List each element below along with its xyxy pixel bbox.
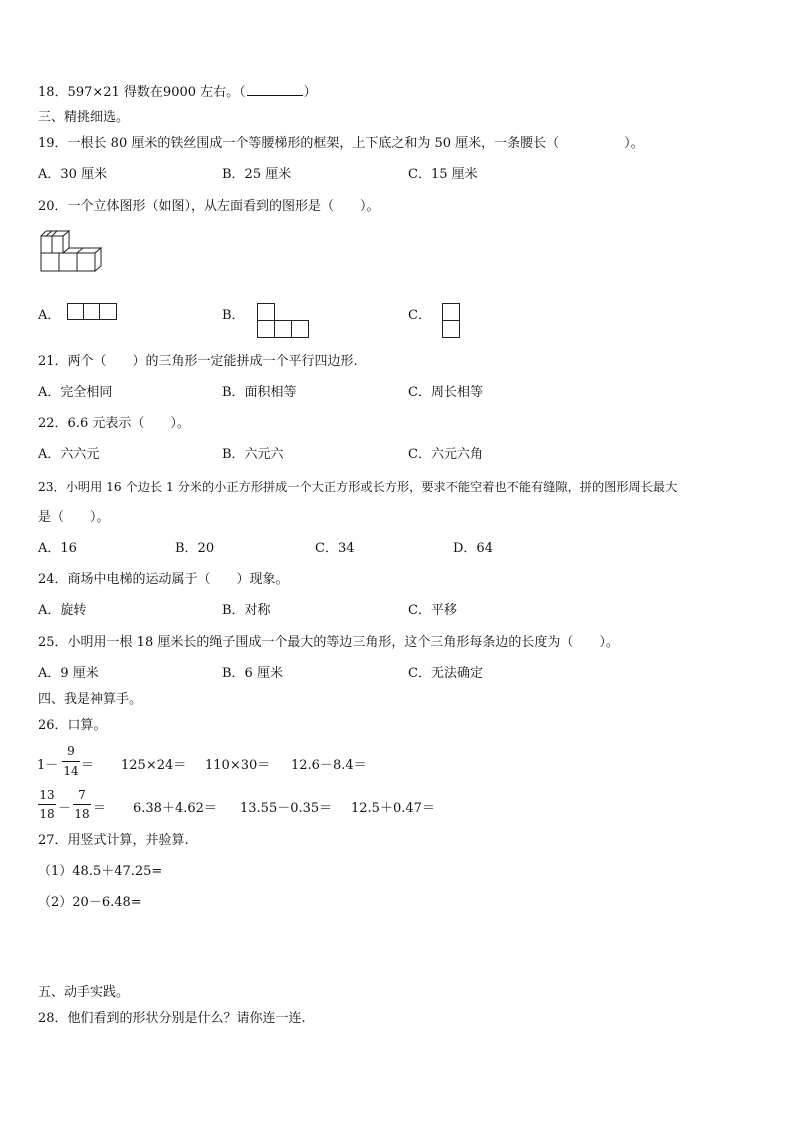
row1-item-3: 12.6－8.4＝	[291, 758, 367, 773]
question-25: 25．小明用一根 18 厘米长的绳子围成一个最大的等边三角形，这个三角形每条边的长度为（ ）。	[38, 635, 619, 650]
row1-eq: ＝	[81, 758, 95, 773]
question-26-title: 26．口算。	[38, 718, 107, 733]
question-20: 20．一个立体图形（如图），从左面看到的图形是（ ）。	[38, 199, 380, 214]
row1-item-2: 110×30＝	[205, 758, 271, 773]
q19-option-a[interactable]: A．30 厘米	[38, 167, 108, 182]
row1-item-1: 125×24＝	[121, 758, 187, 773]
q23-option-d[interactable]: D．64	[453, 541, 493, 556]
question-18-text: 18．597×21 得数在9000 左右。（	[38, 85, 246, 100]
q23-option-b[interactable]: B．20	[175, 541, 215, 556]
q22-option-b[interactable]: B．六元六	[222, 447, 284, 462]
question-23-line1: 23．小明用 16 个边长 1 分米的小正方形拼成一个大正方形或长方形，要求不能空着也不能有缝隙，拼的图形周长最大	[38, 480, 678, 494]
fraction-bar	[62, 761, 80, 762]
row2-item-2: 13.55－0.35＝	[240, 801, 333, 816]
question-23-line2: 是（ ）。	[38, 510, 110, 525]
question-28: 28．他们看到的形状分别是什么？请你连一连.	[38, 1011, 306, 1026]
q24-option-b[interactable]: B．对称	[222, 603, 271, 618]
row1-frac-numerator: 9	[67, 744, 75, 758]
question-22: 22．6.6 元表示（ ）。	[38, 416, 190, 431]
q25-option-a[interactable]: A．9 厘米	[38, 666, 99, 681]
question-19: 19．一根长 80 厘米的铁丝围成一个等腰梯形的框架，上下底之和为 50 厘米，一条腰长（ ）。	[38, 136, 644, 151]
section-3-heading: 三、精挑细选。	[38, 110, 130, 125]
q27-item-2: （2）20－6.48=	[38, 895, 142, 910]
q21-option-a[interactable]: A．完全相同	[38, 385, 113, 400]
row2-frac1-denominator: 18	[39, 807, 55, 821]
q20-option-b-label[interactable]: B．	[222, 308, 245, 323]
row2-frac2-denominator: 18	[74, 807, 90, 821]
q23-option-c[interactable]: C．34	[315, 541, 355, 556]
question-27-title: 27．用竖式计算，并验算.	[38, 833, 189, 848]
q20-option-a-label[interactable]: A．	[38, 308, 61, 323]
q20-option-c-label[interactable]: C．	[408, 308, 431, 323]
row2-item-3: 12.5＋0.47＝	[351, 801, 435, 816]
section-4-heading: 四、我是神算手。	[38, 692, 143, 707]
row2-item-1: 6.38＋4.62＝	[133, 801, 217, 816]
section-5-heading: 五、动手实践。	[38, 985, 130, 1000]
row2-eq: ＝	[93, 801, 107, 816]
row1-lead: 1－	[37, 758, 59, 773]
solid-figure-image	[38, 230, 104, 274]
q23-option-a[interactable]: A．16	[38, 541, 77, 556]
fraction-bar	[73, 804, 91, 805]
row1-frac-denominator: 14	[63, 764, 79, 778]
question-24: 24．商场中电梯的运动属于（ ）现象。	[38, 572, 289, 587]
q27-item-1: （1）48.5＋47.25=	[38, 864, 163, 879]
q19-option-b[interactable]: B．25 厘米	[222, 167, 292, 182]
row2-frac2-numerator: 7	[78, 788, 86, 802]
row2-minus: －	[58, 801, 72, 816]
q21-option-c[interactable]: C．周长相等	[408, 385, 483, 400]
q22-option-a[interactable]: A．六六元	[38, 447, 100, 462]
q24-option-c[interactable]: C．平移	[408, 603, 457, 618]
question-18-close: ）	[303, 85, 317, 100]
q25-option-c[interactable]: C．无法确定	[408, 666, 483, 681]
q25-option-b[interactable]: B．6 厘米	[222, 666, 283, 681]
row2-frac1-numerator: 13	[39, 788, 55, 802]
question-21: 21．两个（ ）的三角形一定能拼成一个平行四边形.	[38, 354, 358, 369]
question-18	[38, 84, 317, 101]
q21-option-b[interactable]: B．面积相等	[222, 385, 297, 400]
q24-option-a[interactable]: A．旋转	[38, 603, 87, 618]
answer-blank[interactable]	[247, 84, 303, 96]
fraction-bar	[38, 804, 56, 805]
q19-option-c[interactable]: C．15 厘米	[408, 167, 478, 182]
q22-option-c[interactable]: C．六元六角	[408, 447, 483, 462]
